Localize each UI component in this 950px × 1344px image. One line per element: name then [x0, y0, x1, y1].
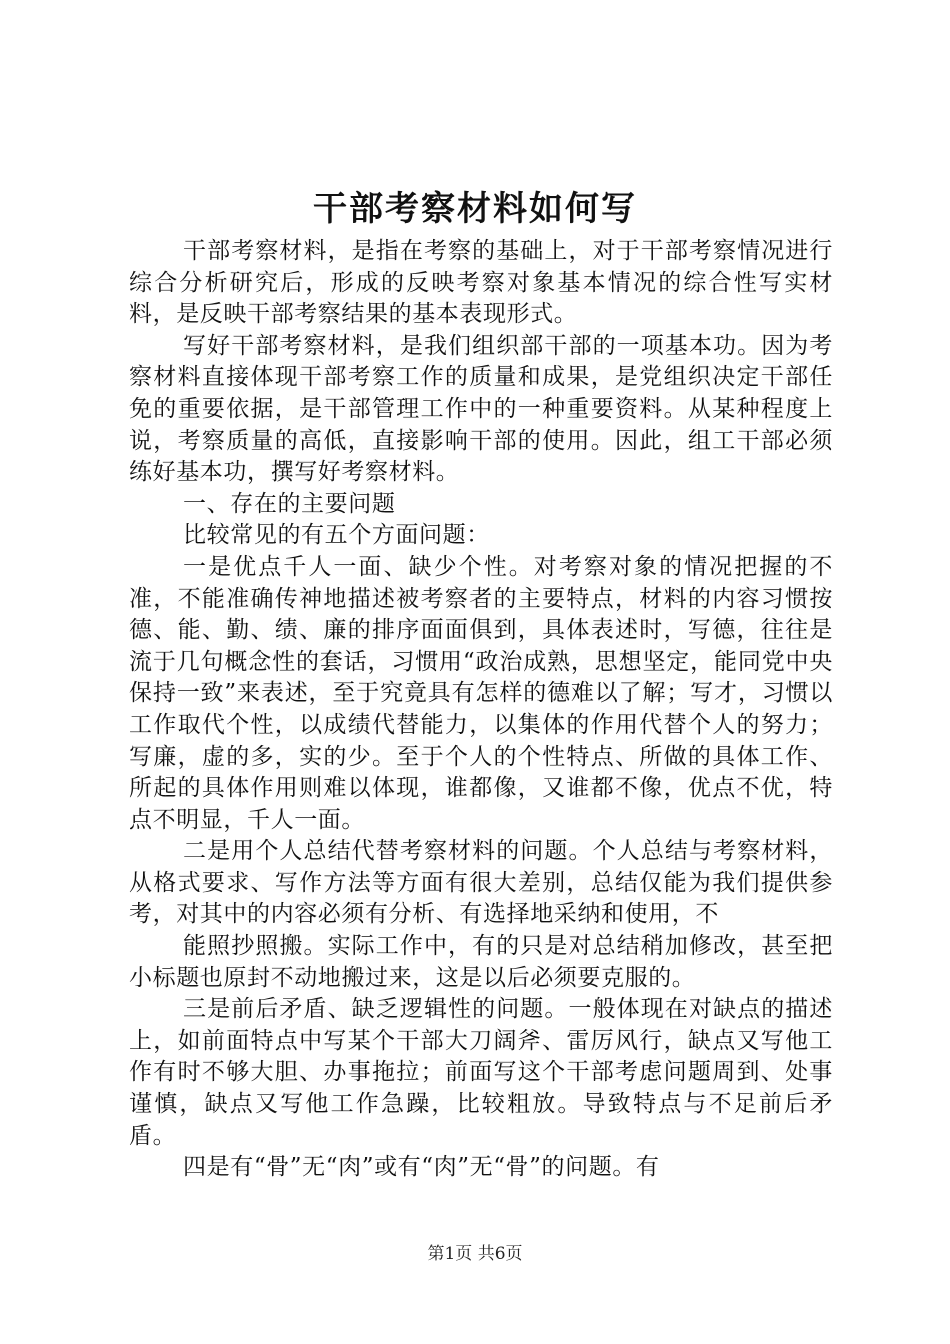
paragraph-problem-two: 二是用个人总结代替考察材料的问题。个人总结与考察材料，从格式要求、写作方法等方面有很大差别，总结仅能为我们提供参考，对其中的内容必须有分析、有选择地采纳和使用，不 — [129, 838, 833, 928]
paragraph-problem-two-continued: 能照抄照搬。实际工作中，有的只是对总结稍加修改，甚至把小标题也原封不动地搬过来，这是以后必须要克服的。 — [129, 933, 833, 991]
paragraph-importance: 写好干部考察材料，是我们组织部干部的一项基本功。因为考察材料直接体现干部考察工作的质量和成果，是党组织决定干部任免的重要依据，是干部管理工作中的一种重要资料。从某种程度上说，考察质量的高低，直接影响干部的使用。因此，组工干部必须练好基本功，撰写好考察材料。 — [129, 332, 833, 486]
paragraph-problem-four: 四是有“骨”无“肉”或有“肉”无“骨”的问题。有 — [183, 1154, 660, 1181]
page-number-footer: 第1页 共6页 — [427, 1244, 523, 1264]
document-title: 干部考察材料如何写 — [313, 189, 637, 229]
section-heading-main-problems: 一、存在的主要问题 — [183, 490, 396, 517]
paragraph-five-problems-intro: 比较常见的有五个方面问题： — [183, 522, 490, 549]
paragraph-problem-one: 一是优点千人一面、缺少个性。对考察对象的情况把握的不准，不能准确传神地描述被考察者的主要特点，材料的内容习惯按德、能、勤、绩、廉的排序面面俱到，具体表述时，写德，往往是流于几句概念性的套话，习惯用“政治成熟，思想坚定，能同党中央保持一致”来表述，至于究竟具有怎样的德难以了解；写才，习惯以工作取代个性，以成绩代替能力，以集体的作用代替个人的努力；写廉，虚的多，实的少。至于个人的个性特点、所做的具体工作、所起的具体作用则难以体现，谁都像，又谁都不像，优点不优，特点不明显，千人一面。 — [129, 553, 833, 833]
paragraph-definition: 干部考察材料，是指在考察的基础上，对于干部考察情况进行综合分析研究后，形成的反映考察对象基本情况的综合性写实材料，是反映干部考察结果的基本表现形式。 — [129, 238, 833, 328]
document-body — [129, 236, 833, 1184]
paragraph-problem-three: 三是前后矛盾、缺乏逻辑性的问题。一般体现在对缺点的描述上，如前面特点中写某个干部大刀阔斧、雷厉风行，缺点又写他工作有时不够大胆、办事拖拉；前面写这个干部考虑问题周到、处事谨慎，缺点又写他工作急躁，比较粗放。导致特点与不足前后矛盾。 — [129, 996, 833, 1149]
